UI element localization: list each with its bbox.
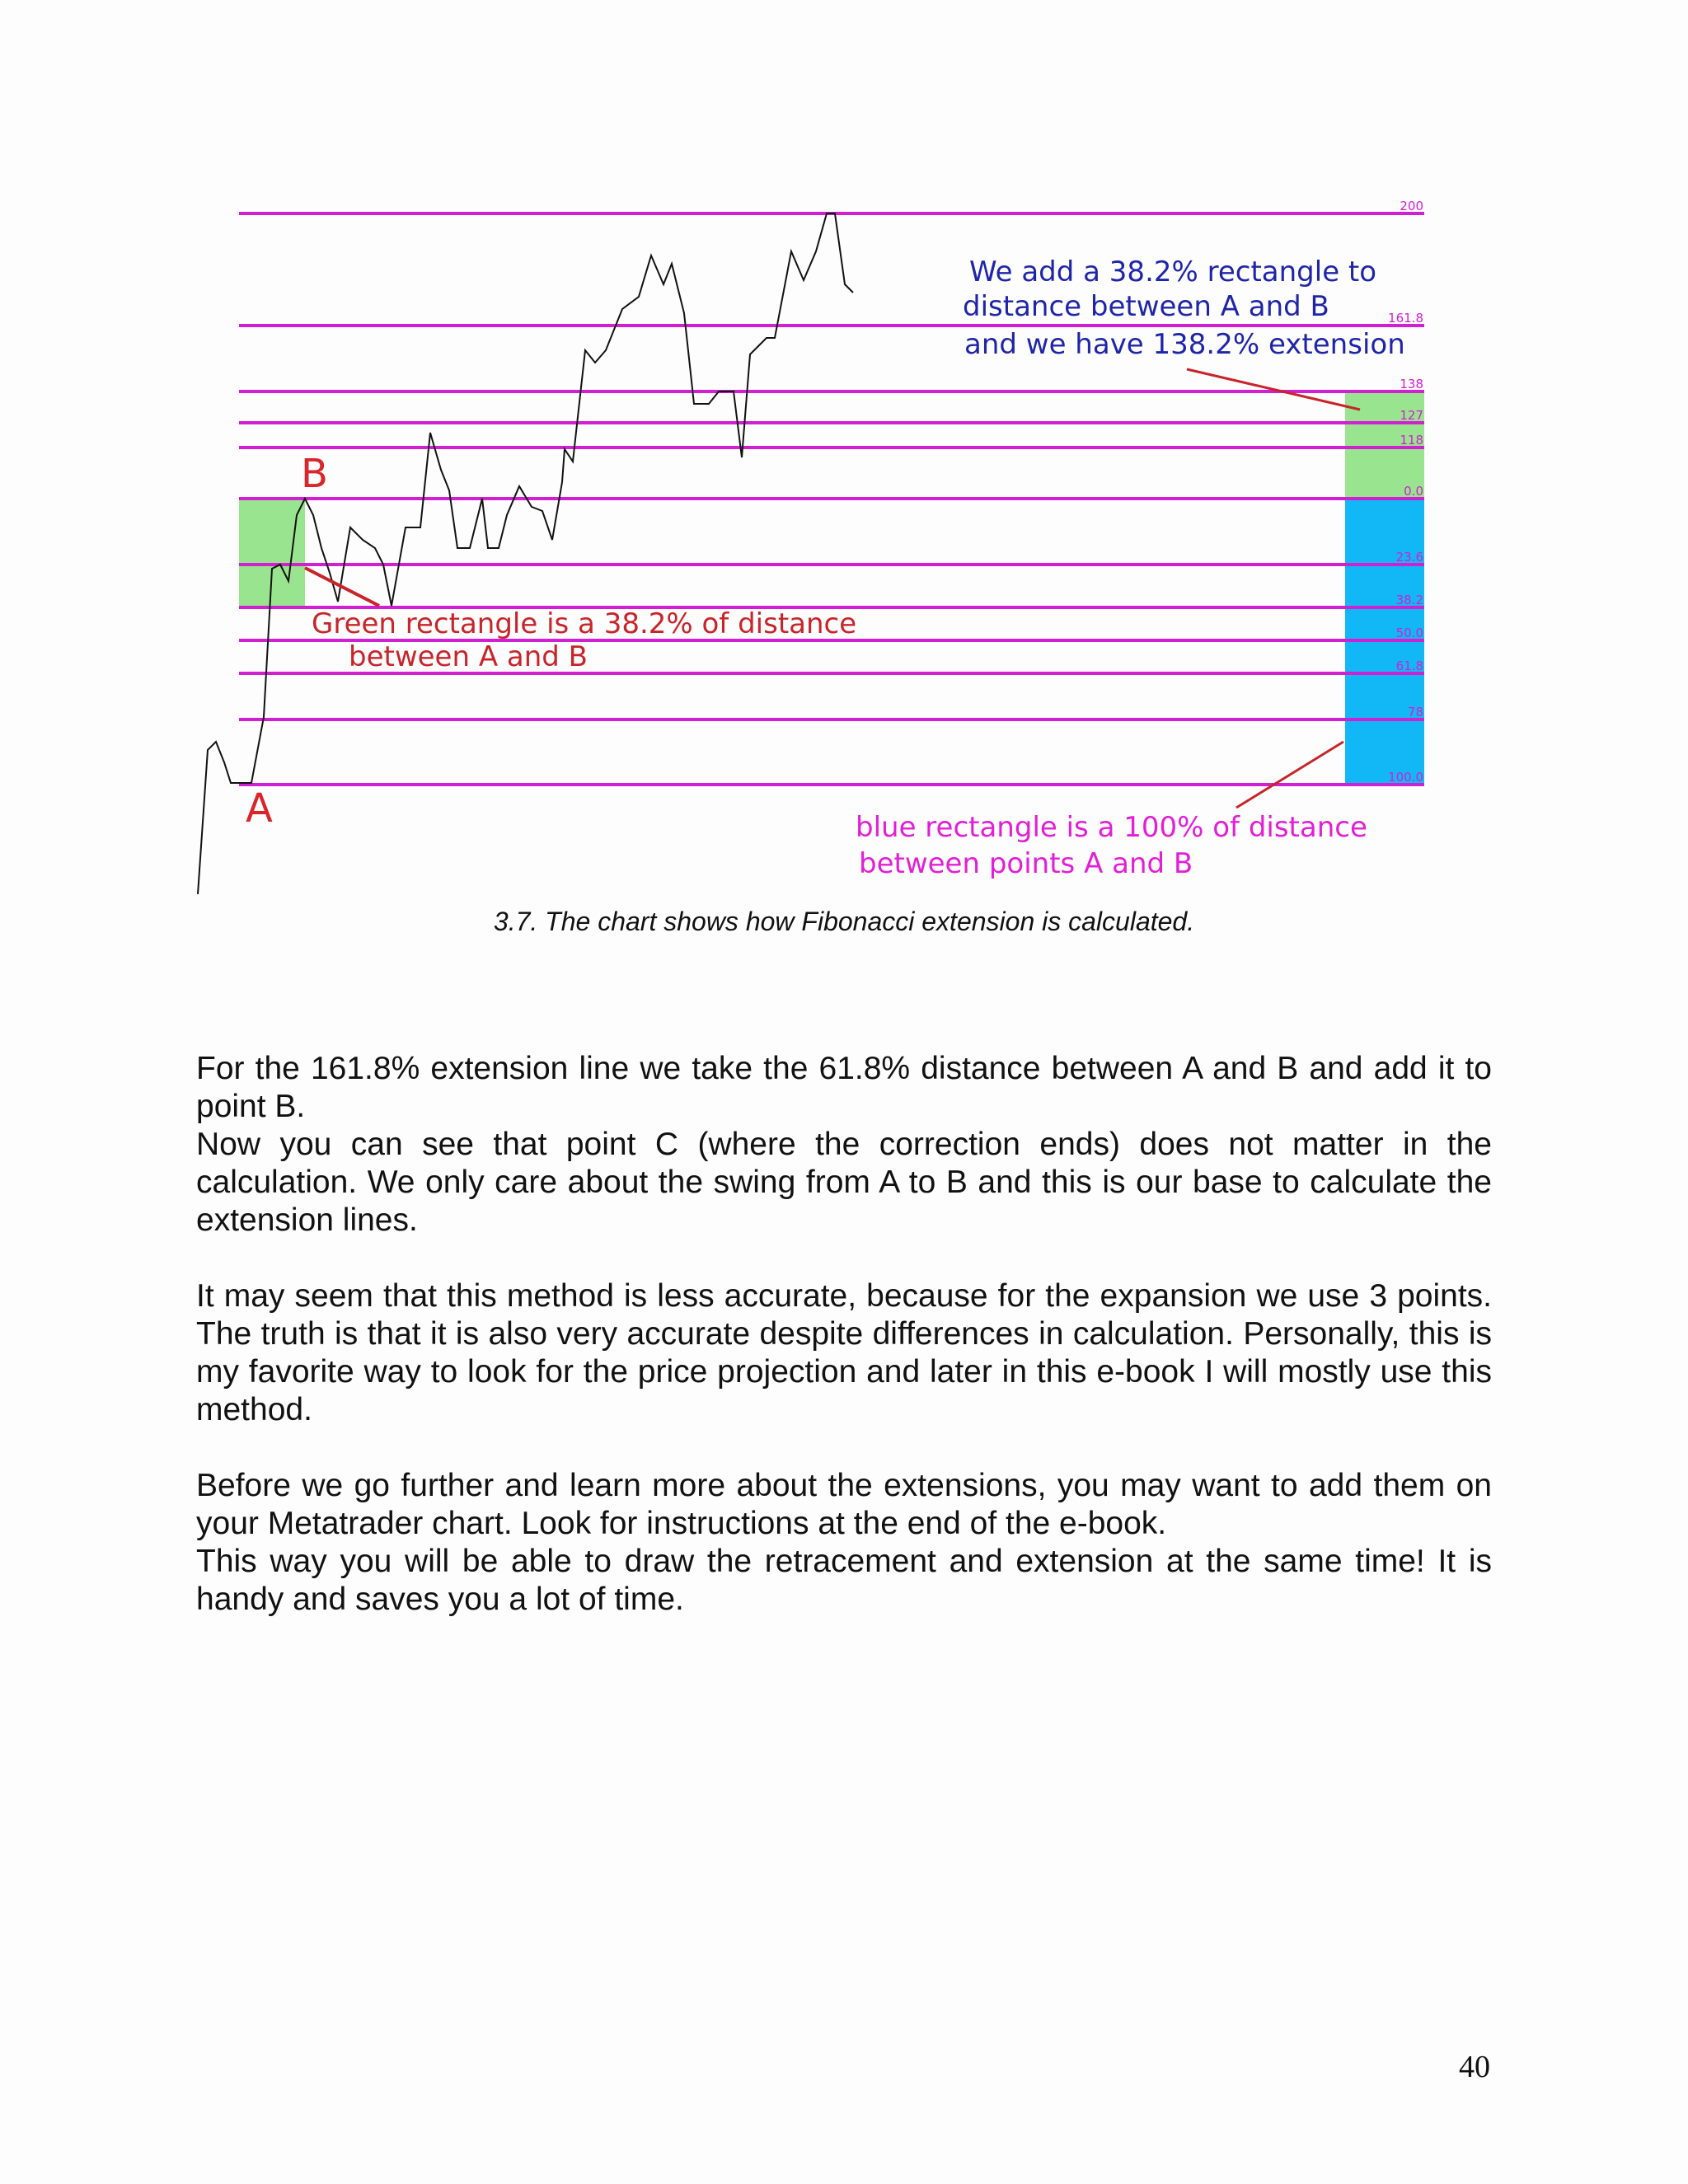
green-rectangle-annotation-line1: Green rectangle is a 38.2% of distance bbox=[312, 607, 857, 640]
fib-level-label: 100.0 bbox=[1388, 770, 1423, 785]
point-b-label: B bbox=[301, 451, 328, 497]
blue-pointer-arrow bbox=[1236, 742, 1343, 808]
paragraph-5: This way you will be able to draw the retracement and extension at the same time! It is handy and saves you a lot of time. bbox=[196, 1544, 1492, 1617]
fib-level-label: 138 bbox=[1400, 377, 1423, 391]
fib-level-label: 161.8 bbox=[1388, 311, 1423, 326]
figure-caption: 3.7. The chart shows how Fibonacci extension is calculated. bbox=[493, 907, 1195, 936]
paragraph-4: Before we go further and learn more about the extensions, you may want to add them on your Metatrader chart. Look for instructions at the end of the e-book. bbox=[196, 1468, 1492, 1541]
blue-rectangle-annotation-line1: blue rectangle is a 100% of distance bbox=[856, 811, 1367, 844]
green-retracement-rectangle bbox=[239, 499, 305, 606]
fib-level-label: 78 bbox=[1407, 705, 1423, 719]
point-a-label: A bbox=[246, 785, 273, 832]
paragraph-1: For the 161.8% extension line we take the 61.8% distance between A and B and add it to point B. bbox=[196, 1051, 1492, 1124]
fib-level-label: 38.2 bbox=[1395, 593, 1423, 607]
extension-pointer-arrow bbox=[1187, 369, 1360, 410]
blue-rectangle-annotation-line2: between points A and B bbox=[859, 847, 1193, 880]
fib-level-label: 61.8 bbox=[1395, 658, 1423, 673]
paragraph-2: Now you can see that point C (where the correction ends) does not matter in the calculation. We only care about the swing from A to B and this is our base to calculate the extension lines. bbox=[196, 1127, 1492, 1238]
body-text bbox=[196, 1050, 1492, 1619]
extension-annotation-line2: distance between A and B bbox=[963, 290, 1329, 323]
fib-level-label: 50.0 bbox=[1395, 626, 1423, 640]
paragraph-3: It may seem that this method is less accurate, because for the expansion we use 3 points. The truth is that it is also very accurate despite differences in calculation. Personally, this is my favorite way to look for the price projection and later in this e-book I will mostly use this method. bbox=[196, 1278, 1492, 1427]
fib-level-label: 118 bbox=[1400, 433, 1423, 448]
fib-level-label: 0.0 bbox=[1404, 484, 1423, 499]
extension-annotation-line1: We add a 38.2% rectangle to bbox=[969, 255, 1377, 288]
fibonacci-extension-figure bbox=[190, 199, 1475, 907]
fib-level-label: 200 bbox=[1400, 199, 1423, 213]
extension-annotation-line3: and we have 138.2% extension bbox=[964, 328, 1405, 361]
fib-level-label: 127 bbox=[1400, 408, 1423, 423]
fib-level-label: 23.6 bbox=[1395, 550, 1423, 565]
page-number: 40 bbox=[1459, 2050, 1490, 2084]
green-rectangle-annotation-line2: between A and B bbox=[349, 640, 588, 673]
